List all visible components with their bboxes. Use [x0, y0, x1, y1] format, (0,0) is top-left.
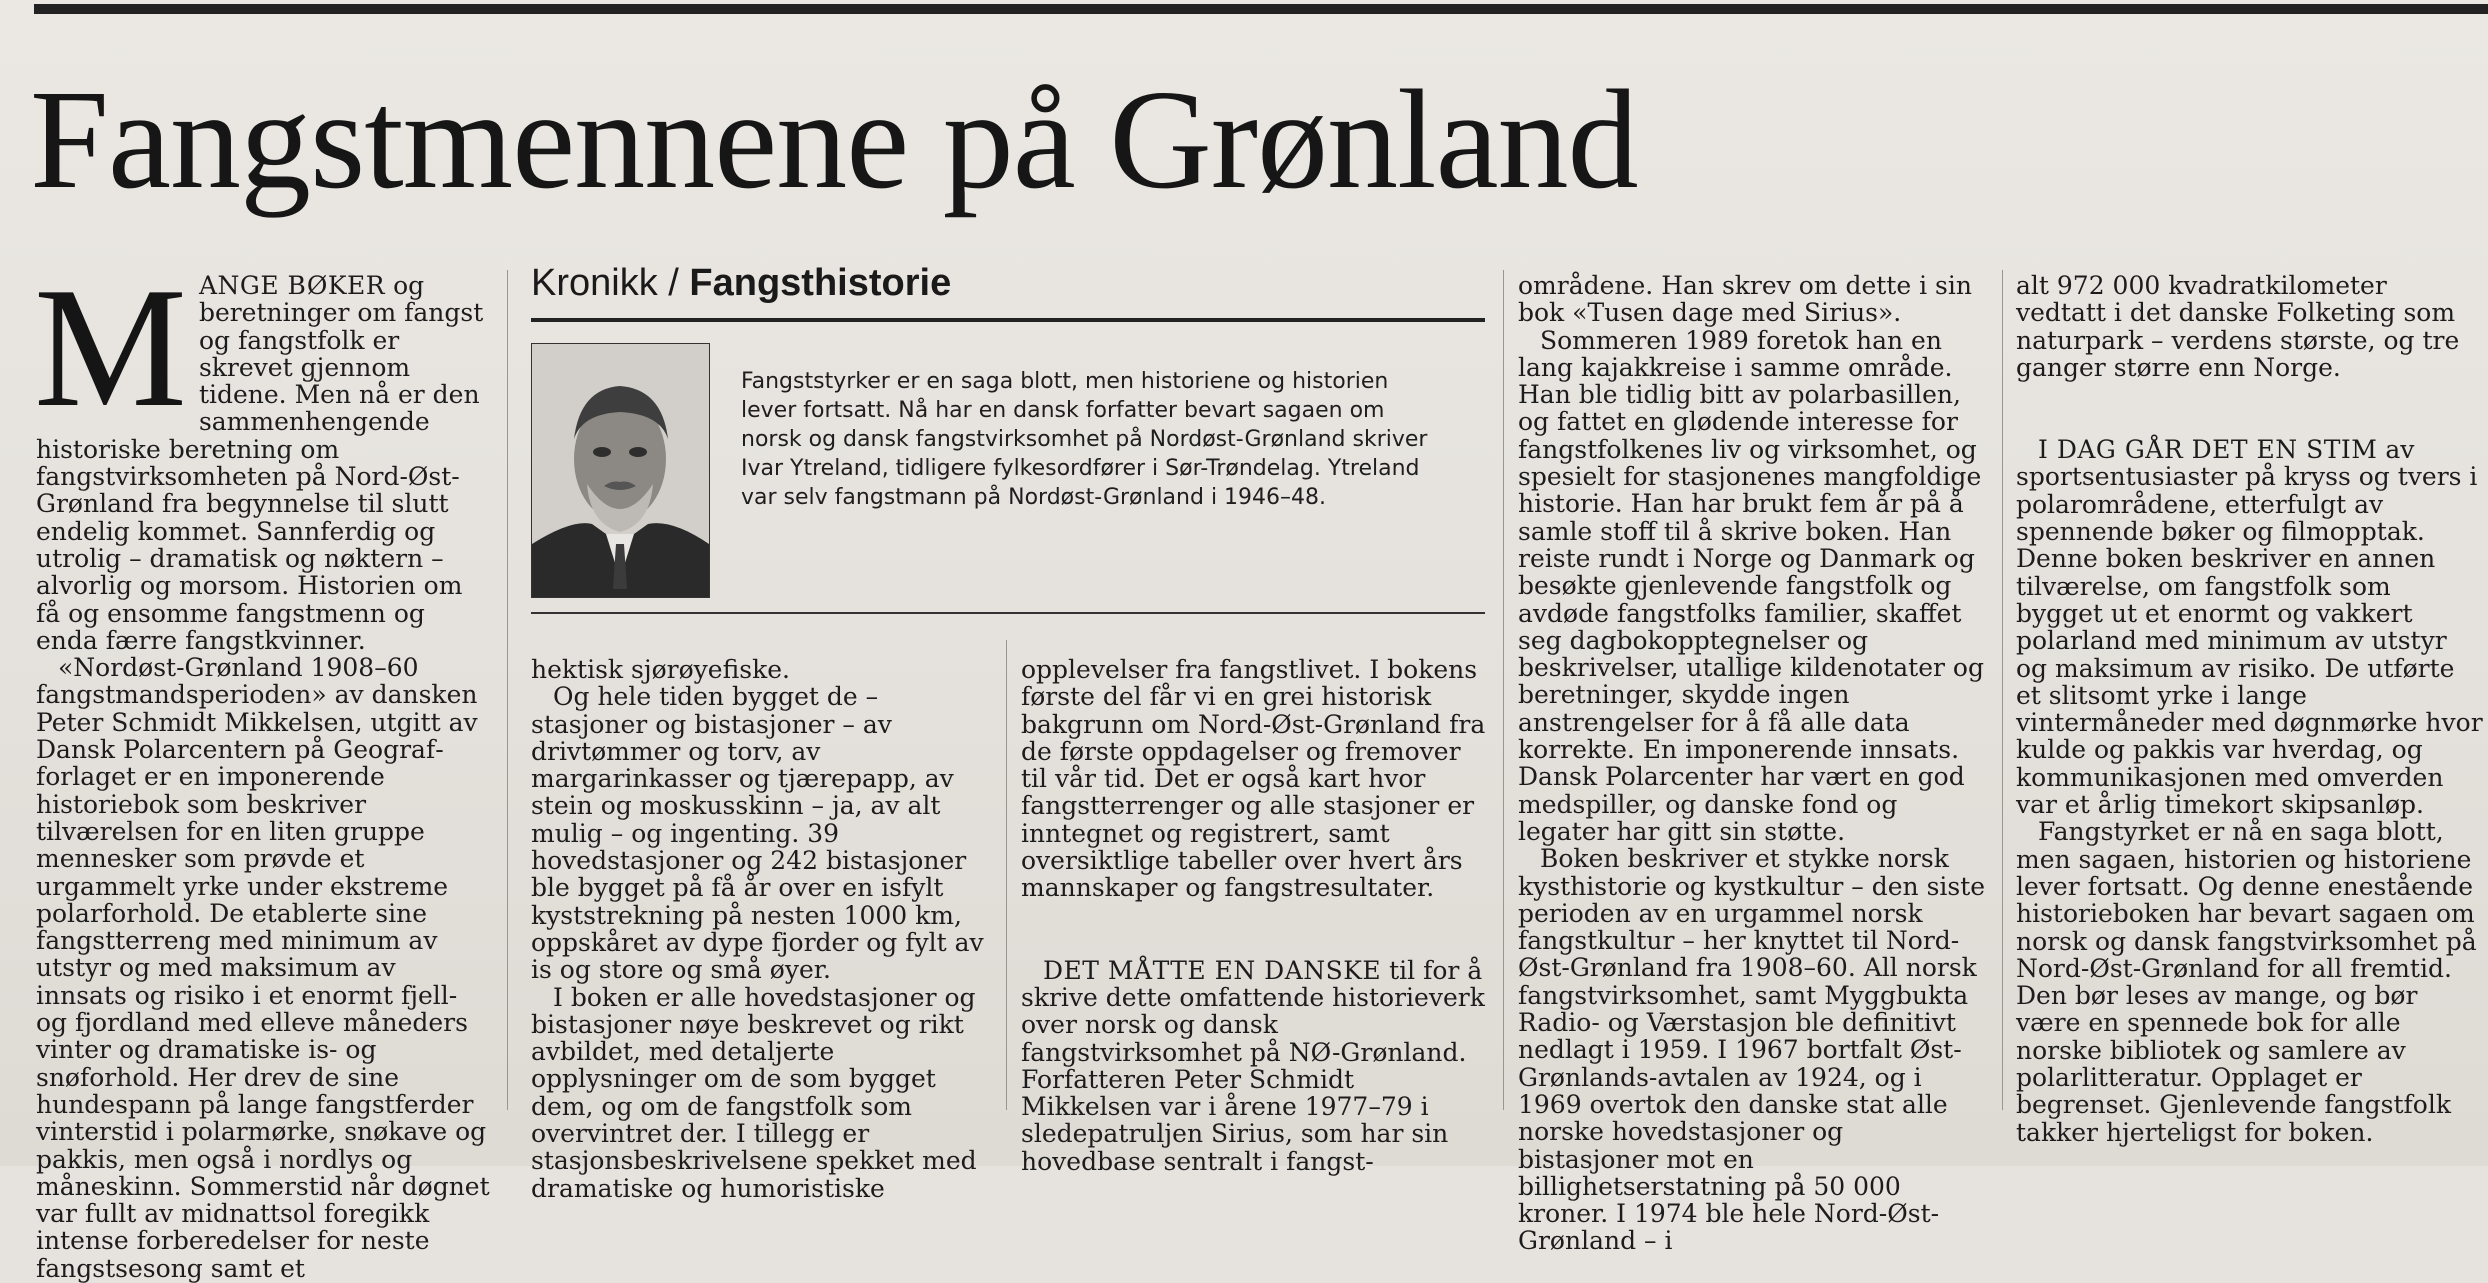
column-separator: [1503, 270, 1504, 1110]
lead-caps: ANGE BØKER: [198, 271, 386, 300]
paragraph: [1021, 957, 1491, 1175]
paragraph: hektisk sjørøyefiske.: [531, 655, 790, 684]
drop-cap: M: [34, 253, 187, 443]
run-in-caps: DET MÅTTE EN DANSKE: [1043, 955, 1382, 985]
paragraph: alt 972 000 kvadratkilometer vedtatt i det danske Folketing som naturpark – verdens største, og tre ganger større enn Norge.: [2016, 271, 2460, 382]
paragraph: Sommeren 1989 foretok han en lang kajakkreise i samme område. Han ble tidlig bitt av polarbasillen, og fattet en glødende interesse for fangstfolkenes liv og virksomhet, og spesielt for stasjonenes mangfoldige historie. Han har brukt fem år på å samle stoff til å skrive boken. Han reiste rundt i Norge og Danmark og besøkte gjenlevende fangstfolk og avdøde fangstfolks familier, skaffet seg dagbokopptegnelser og beskrivelser, utallige kildenotater og beretninger, skydde ingen anstrengelser for å få alle data korrekte. En imponerende innsats. Dansk Polarcenter har vært en god medspiller, og danske fond og legater har gitt sin støtte.: [1518, 325, 1984, 846]
paragraph-text: av sportsentusiaster på kryss og tvers i polarområdene, etterfulgt av spennende bøker og filmopptak. Denne boken beskriver en annen tilværelse, om fangstfolk som bygget ut et enormt og vakkert polarland med minimum av utstyr og maksimum av risiko. De utførte et slitsomt yrke i lange vintermåneder med døgnmørke hvor kulde og pakkis var hverdag, og kommunikasjonen med omverden var et årlig timekort skipsanløp.: [2016, 435, 2483, 820]
paragraph: Og hele tiden bygget de – stasjoner og bistasjoner – av drivtømmer og torv, av margarinkasser og tjærepapp, av stein og moskusskinn – ja, av alt mulig – og ingenting. 39 hovedstasjoner og 242 bistasjoner ble bygget på få år over en isfylt kyststrekning på nesten 1000 km, oppskåret av dype fjorder og fylt av is og store og små øyer.: [531, 682, 984, 985]
article-column-3: [1021, 656, 1491, 1175]
article-column-5: [2016, 272, 2484, 1146]
paragraph: Boken beskriver et stykke norsk kysthistorie og kystkultur – den siste perioden av en urgammel norsk fangstkultur – her knyttet til Nord-Øst-Grønland fra 1908–60. All norsk fangstvirksomhet, samt Myggbukta Radio- og Værstasjon ble definitivt nedlagt i 1959. I 1967 bortfalt Øst-Grønlands-avtalen av 1924, og i 1969 overtok den danske stat alle norske hovedstasjoner og bistasjoner mot en billighetserstatning på 50 000 kroner. I 1974 ble hele Nord-Øst-Grønland – i: [1518, 844, 1986, 1256]
section-kicker: [531, 262, 951, 305]
kicker-section: Kronikk: [531, 262, 658, 304]
paragraph: [2016, 436, 2484, 818]
lead-paragraph: [34, 253, 490, 655]
kicker-topic: Fangsthistorie: [689, 262, 952, 304]
paragraph: områdene. Han skrev om dette i sin bok «Tusen dage med Sirius».: [1518, 271, 1972, 328]
paragraph: «Nordøst-Grønland 1908–60 fangstmandsperioden» av dansken Peter Schmidt Mikkelsen, utgitt av Dansk Polarcentern på Geografforlaget er en imponerende historiebok som beskriver tilværelsen for en liten gruppe mennesker som prøvde et urgammelt yrke under ekstreme polarforhold. De etablerte sine fangstterreng med minimum av utstyr og med maksimum av innsats og risiko i et enormt fjell- og fjordland med elleve måneders vinter og dramatiske is- og snøforhold. Her drev de sine hundespann på lange fangstferder vinterstid i polarmørke, snøkave og pakkis, men også i nordlys og måneskinn. Sommerstid når døgnet var fullt av midnattsol foregikk intense forberedelser for neste fangstsesong samt et: [36, 653, 490, 1283]
column-separator: [507, 270, 508, 1110]
portrait-illustration: [532, 344, 709, 597]
paragraph-text: til for å skrive dette omfattende historieverk over norsk og dansk fangstvirksomhet på NØ-Grønland. Forfatteren Peter Schmidt Mikkelsen var i årene 1977–79 i sledepatruljen Sirius, som har sin hovedbase sentralt i fangst-: [1021, 955, 1485, 1176]
column-separator: [2002, 270, 2003, 1110]
column-separator: [1006, 640, 1007, 1110]
paragraph: I boken er alle hovedstasjoner og bistasjoner nøye beskrevet og rikt avbildet, med detaljerte opplysninger om de som bygget dem, og om de fangstfolk som overvintret der. I tillegg er stasjonsbeskrivelsene spekket med dramatiske og humoristiske: [531, 982, 977, 1203]
paragraph: Fangstyrket er nå en saga blott, men sagaen, historien og historiene lever fortsatt. Og denne enestående historieboken har bevart sagaen om norsk og dansk fangstvirksomhet på Nord-Øst-Grønland for all fremtid. Den bør leses av mange, og bør være en spennede bok for alle norske bibliotek og samlere av polarlitteratur. Opplaget er begrenset. Gjenlevende fangstfolk takker hjerteligst for boken.: [2016, 817, 2477, 1147]
ingress: Fangststyrker er en saga blott, men historiene og historien lever fortsatt. Nå har en dansk forfatter bevart sagaen om norsk og dansk fangstvirksomhet på Nordøst-Grønland skriver Ivar Ytreland, tidligere fylkesordfører i Sør-Trøndelag. Ytreland var selv fangstmann på Nordøst-Grønland i 1946–48.: [741, 369, 1428, 510]
run-in-caps: I DAG GÅR DET EN STIM: [2038, 435, 2378, 465]
lead-text: og beretninger om fangst og fangstfolk er skrevet gjennom tidene. Men nå er den sammenhengende historiske beretning om fangstvirksomheten på Nord-Øst-Grønland fra begynnelse til slutt endelig kommet. Sannferdig og utrolig – dramatisk og nøktern – alvorlig og morsom. Historien om få og ensomme fangstmenn og enda færre fangstkvinner.: [36, 271, 484, 655]
headline: Fangstmennene på Grønland: [30, 60, 1638, 218]
mid-rule: [531, 612, 1485, 614]
top-rule: [34, 4, 2488, 14]
kicker-rule: [531, 318, 1485, 322]
author-portrait: [531, 343, 710, 598]
article-column-4: [1518, 272, 1988, 1255]
article-column-2: [531, 656, 993, 1202]
kicker-slash: /: [657, 262, 690, 304]
paragraph: opplevelser fra fangstlivet. I bokens første del får vi en grei historisk bakgrunn om Nord-Øst-Grønland fra de første oppdagelser og fremover til vår tid. Det er også kart hvor fangstterrenger og alle stasjoner er inntegnet og registrert, samt oversiktlige tabeller over hvert års mannskaper og fangstresultater.: [1021, 655, 1486, 903]
article-column-1: [34, 253, 490, 1283]
